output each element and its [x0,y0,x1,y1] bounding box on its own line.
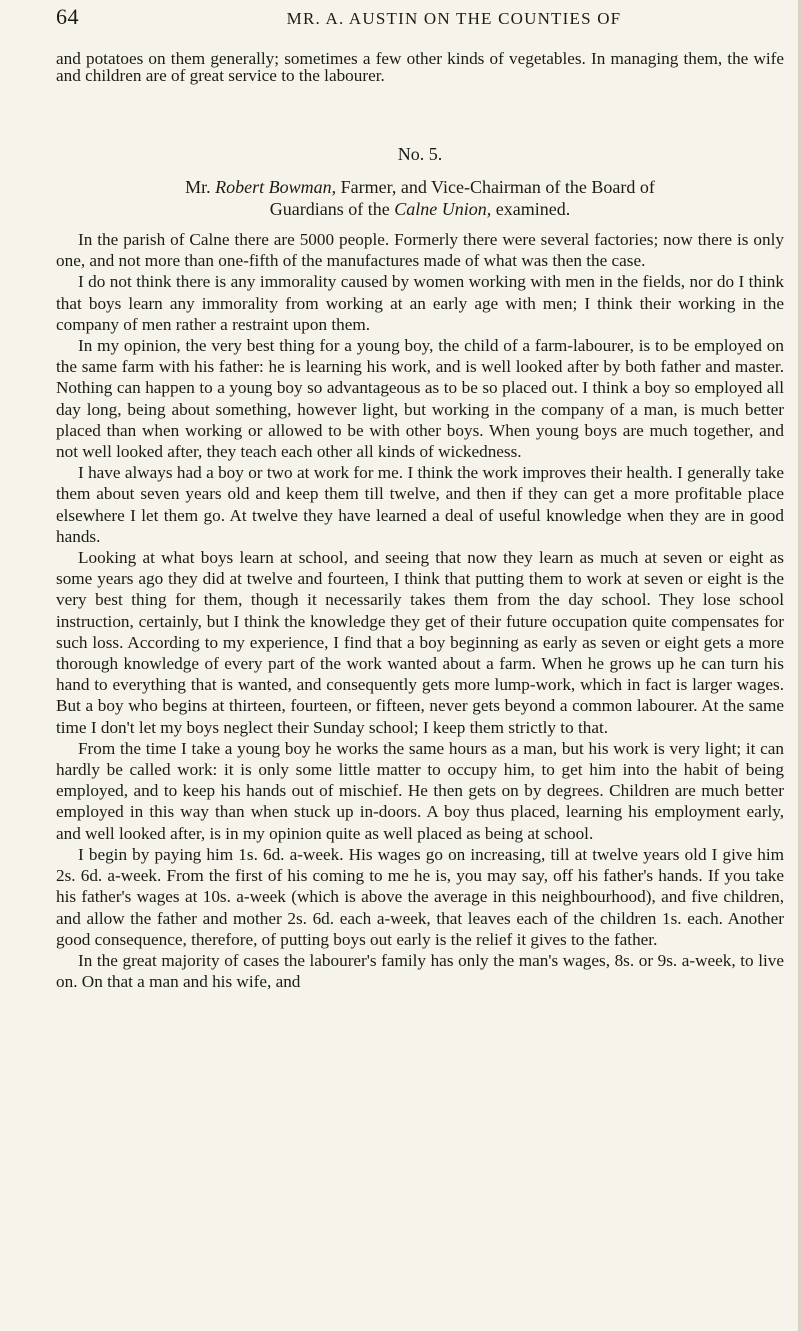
witness-heading [56,176,784,220]
paragraph-2: I do not think there is any immorality caused by women working with men in the fields, nor do I think that boys learn any immorality from working at an early age with men; I think their working in the company of men rather a restraint upon them. [56,272,784,334]
witness-line2-prefix: Guardians of the [269,199,395,219]
intro-paragraph: and potatoes on them generally; sometimes a few other kinds of vegetables. In managing them, the wife and children are of great service to the labourer. [56,49,784,85]
section-title: No. 5. [397,144,443,164]
intro-continuation [56,51,784,85]
paragraph-1: In the parish of Calne there are 5000 people. Formerly there were several factories; now there is only one, and not more than one-fifth of the manufactures made of what was then the case. [56,230,784,271]
paragraph-7: I begin by paying him 1s. 6d. a-week. His wages go on increasing, till at twelve years old I give him 2s. 6d. a-week. From the first of his coming to me he is, you may say, off his father's hands. If you take his father's wages at 10s. a-week (which is above the average in this neighbourhood), and five children, and allow the father and mother 2s. 6d. each a-week, that leaves each of the children 1s. each. Another good consequence, therefore, of putting boys out early is the relief it gives to the father. [56,844,784,949]
witness-suffix: examined. [491,199,571,219]
paragraph-3: In my opinion, the very best thing for a young boy, the child of a farm-labourer, is to be employed on the same farm with his father: he is learning his work, and is well looked after by both father and master. Nothing can happen to a young boy so advantageous as to be so placed out. I think a boy so employed all day long, being about something, however light, but working in the company of a man, is much better placed than when working or allowed to be with other boys. When young boys are much together, and not well looked after, they teach each other all kinds of wickedness. [56,336,784,462]
paragraph-5: Looking at what boys learn at school, and seeing that now they learn as much at seven or eight as some years ago they did at twelve and fourteen, I think that putting them to work at seven or eight is the very best thing for them, though it necessarily takes them from the day school. They lose school instruction, certainly, but I think the knowledge they get of their future occupation quite compensates for such loss. According to my experience, I find that a boy beginning as early as seven or eight gets a more thorough knowledge of every part of the work wanted about a farm. When he grows up he can turn his hand to everything that is wanted, and consequently gets more lump-work, which in fact is larger wages. But a boy who begins at thirteen, fourteen, or fifteen, never gets beyond a common labourer. At the same time I don't let my boys neglect their Sunday school; I keep them strictly to that. [56,548,784,737]
running-head: MR. A. AUSTIN ON THE COUNTIES OF [286,9,622,28]
witness-union: Calne Union, [394,199,492,219]
witness-role: Farmer, and Vice-Chairman of the Board of [336,177,655,197]
page-number: 64 [56,4,79,29]
paragraph-8: In the great majority of cases the labourer's family has only the man's wages, 8s. or 9s. a-week, to live on. On that a man and his wife, and [56,950,784,992]
paragraph-4: I have always had a boy or two at work for me. I think the work improves their health. I generally take them about seven years old and keep them till twelve, and then if they can get a more profitable place elsewhere I let them go. At twelve they have learned a deal of useful knowledge when they are in good hands. [56,463,784,546]
paragraph-6: From the time I take a young boy he works the same hours as a man, but his work is very light; it can hardly be called work: it is only some little matter to occupy him, to get him into the habit of being employed, and to keep his hands out of mischief. He then gets on by degrees. Children are much better employed in this way than when stuck up in-doors. A boy thus placed, learning his employment early, and well looked after, is in my opinion quite as well placed as being at school. [56,738,784,843]
witness-prefix: Mr. [185,177,216,197]
testimony-body [56,229,784,992]
witness-name: Robert Bowman, [215,177,337,197]
